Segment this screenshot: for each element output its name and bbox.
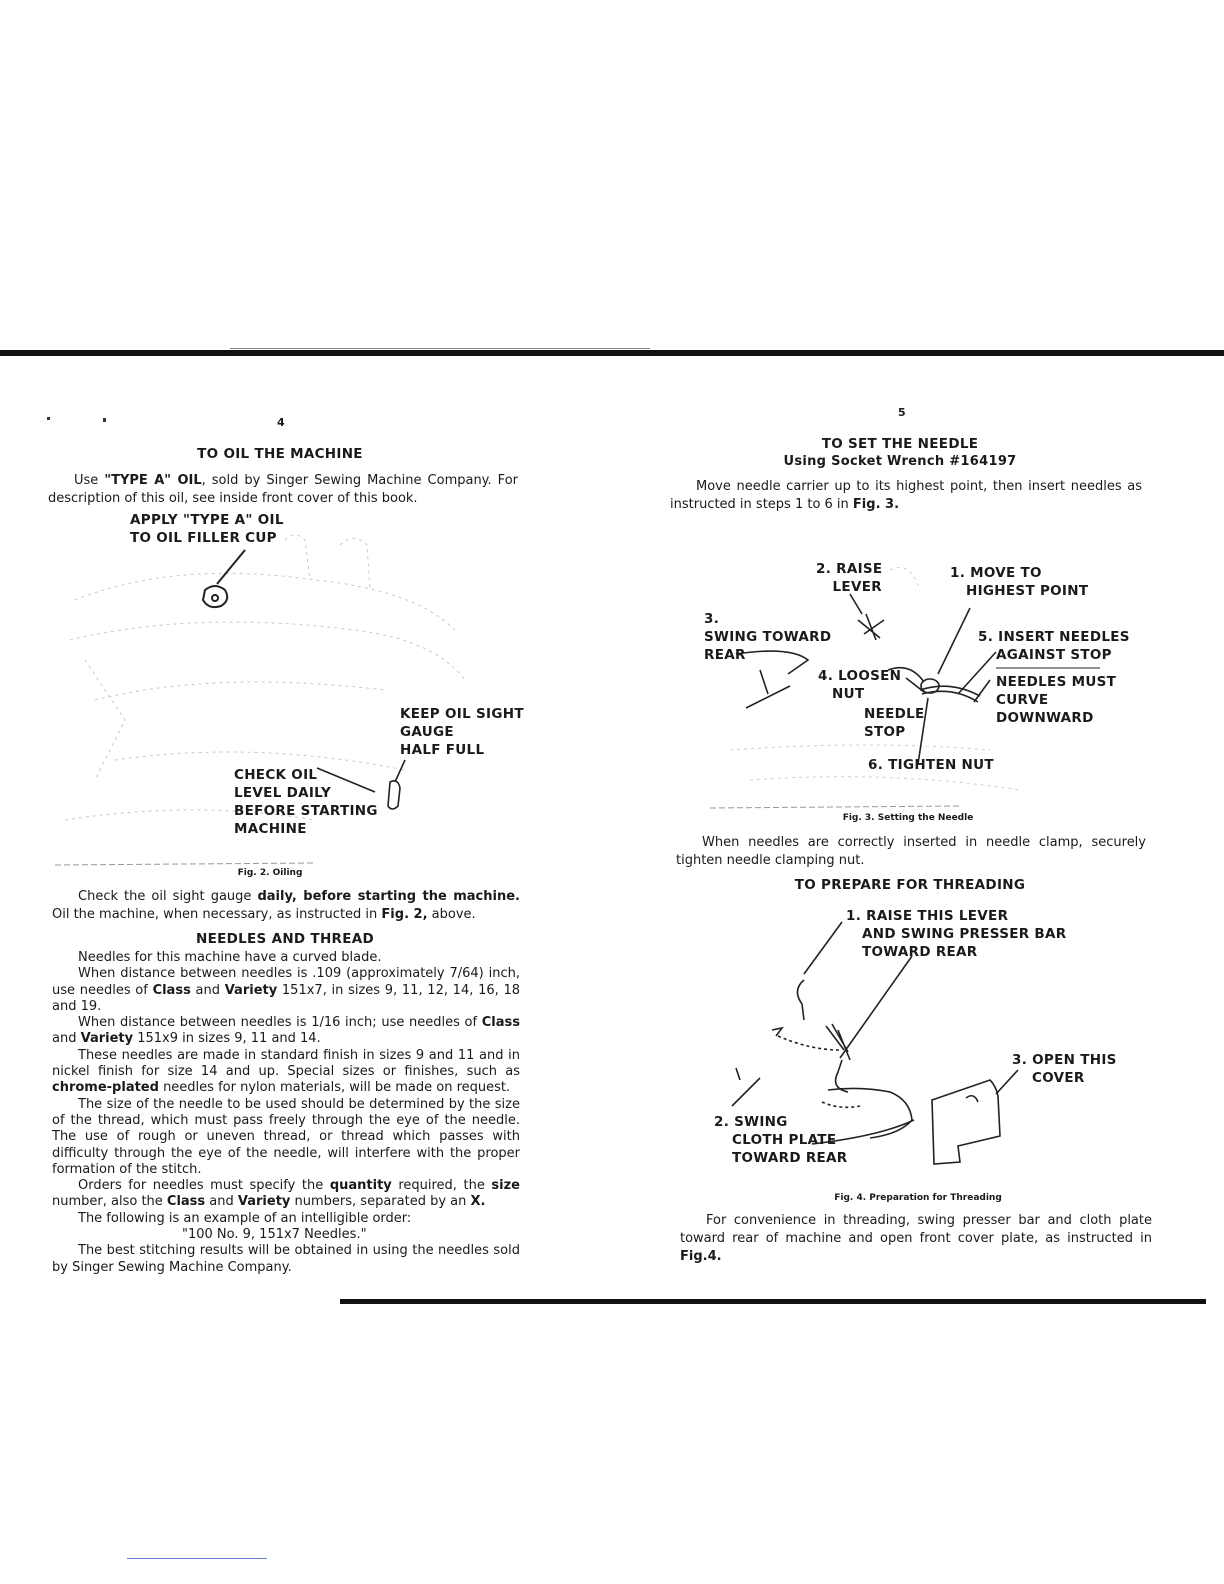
curve-down-arrow: [974, 680, 990, 702]
move-highest-label: 1. MOVE TO HIGHEST POINT: [950, 565, 1089, 599]
apply-oil-label: APPLY "TYPE A" OIL TO OIL FILLER CUP: [130, 512, 284, 546]
bottom-blue-line: [127, 1558, 267, 1559]
keep-gauge-label: KEEP OIL SIGHT GAUGE HALF FULL: [400, 706, 524, 758]
presser-bar-arrow: [804, 922, 842, 974]
needles-p7: The following is an example of an intelligible order:: [78, 1210, 412, 1226]
page-number-left: 4: [277, 416, 285, 429]
oil-heading: TO OIL THE MACHINE: [197, 446, 363, 462]
cover-plate: [932, 1080, 1000, 1164]
loosen-nut-label: 4. LOOSEN NUT: [818, 668, 902, 702]
raise-lever-arrow: [850, 594, 862, 614]
threading-paragraph: For convenience in threading, swing presser bar and cloth plate toward rear of machine and open front cover plate, as instructed in Fig.4.: [680, 1213, 1152, 1264]
fig3-caption: Fig. 3. Setting the Needle: [842, 813, 974, 823]
check-oil-label: CHECK OIL LEVEL DAILY BEFORE STARTING MACHINE: [234, 767, 378, 837]
needles-p4: These needles are made in standard finish in sizes 9 and 11 and in nickel finish for size 14 and up. Special sizes or finishes, such as chrome-plated needles for nylon materials, will be made on request.: [52, 1047, 520, 1096]
set-needle-subheading: Using Socket Wrench #164197: [783, 454, 1017, 469]
swing-plate-arrow: [732, 1078, 760, 1106]
needles-body: [52, 950, 520, 1276]
top-page-edge: [0, 350, 1224, 356]
needles-p6: Orders for needles must specify the quantity required, the size number, also the Class and Variety numbers, separated by an X.: [52, 1178, 520, 1210]
oil-filler-cup-arrow: [217, 550, 245, 584]
needle-stop-label: NEEDLE STOP: [864, 706, 925, 740]
move-highest-arrow: [938, 608, 970, 674]
order-example: "100 No. 9, 151x7 Needles.": [182, 1227, 367, 1243]
set-needle-intro: Move needle carrier up to its highest point, then insert needles as instructed in steps 1 to 6 in Fig. 3.: [670, 479, 1142, 512]
needles-thread-heading: NEEDLES AND THREAD: [195, 931, 375, 947]
oil-intro: Use "TYPE A" OIL, sold by Singer Sewing Machine Company. For description of this oil, see inside front cover of this book.: [48, 473, 518, 506]
tighten-paragraph: When needles are correctly inserted in needle clamp, securely tighten needle clamping nut.: [676, 835, 1146, 868]
fig2-caption: Fig. 2. Oiling: [237, 868, 303, 878]
needles-p8: The best stitching results will be obtained in using the needles sold by Singer Sewing Machine Company.: [52, 1243, 520, 1275]
needles-p5: The size of the needle to be used should be determined by the size of the thread, which must pass freely through the eye of the needle. The use of rough or uneven thread, or thread which passes with difficulty through the eye of the needle, will interfere with the proper formation of the stitch.: [52, 1096, 520, 1177]
scan-dot: [47, 417, 50, 420]
presser-bar-arrow-2: [840, 956, 912, 1058]
sight-gauge-arrow: [395, 760, 405, 782]
scan-dot: [103, 418, 106, 422]
needles-curve-label: NEEDLES MUST CURVE DOWNWARD: [996, 674, 1117, 726]
needles-p3: When distance between needles is 1/16 inch; use needles of Class and Variety 151x9 in sizes 9, 11 and 14.: [52, 1015, 520, 1047]
raise-lever-label: 2. RAISE LEVER: [816, 561, 883, 595]
needles-p2: When distance between needles is .109 (approximately 7/64) inch, use needles of Class and Variety 151x7, in sizes 9, 11, 12, 14, 16, 18 and 19.: [52, 966, 521, 1014]
page-number-right: 5: [898, 406, 906, 419]
top-page-edge-thin: [230, 348, 650, 349]
swing-plate-label: 2. SWING CLOTH PLATE TOWARD REAR: [714, 1114, 848, 1166]
needles-p1: Needles for this machine have a curved blade.: [78, 950, 382, 965]
open-cover-label: 3. OPEN THIS COVER: [1012, 1052, 1117, 1086]
prepare-threading-heading: TO PREPARE FOR THREADING: [794, 877, 1026, 893]
bottom-page-edge: [340, 1299, 1206, 1304]
tighten-nut-label: 6. TIGHTEN NUT: [868, 757, 994, 773]
set-needle-heading: TO SET THE NEEDLE: [821, 436, 979, 452]
raise-presser-label: 1. RAISE THIS LEVER AND SWING PRESSER BAR TOWARD REAR: [846, 908, 1067, 960]
check-gauge-paragraph: Check the oil sight gauge daily, before starting the machine. Oil the machine, when necessary, as instructed in Fig. 2, above.: [52, 889, 520, 922]
insert-needles-label: 5. INSERT NEEDLES AGAINST STOP: [978, 629, 1130, 663]
fig4-caption: Fig. 4. Preparation for Threading: [834, 1193, 1002, 1203]
swing-rear-label: 3. SWING TOWARD REAR: [704, 611, 832, 663]
